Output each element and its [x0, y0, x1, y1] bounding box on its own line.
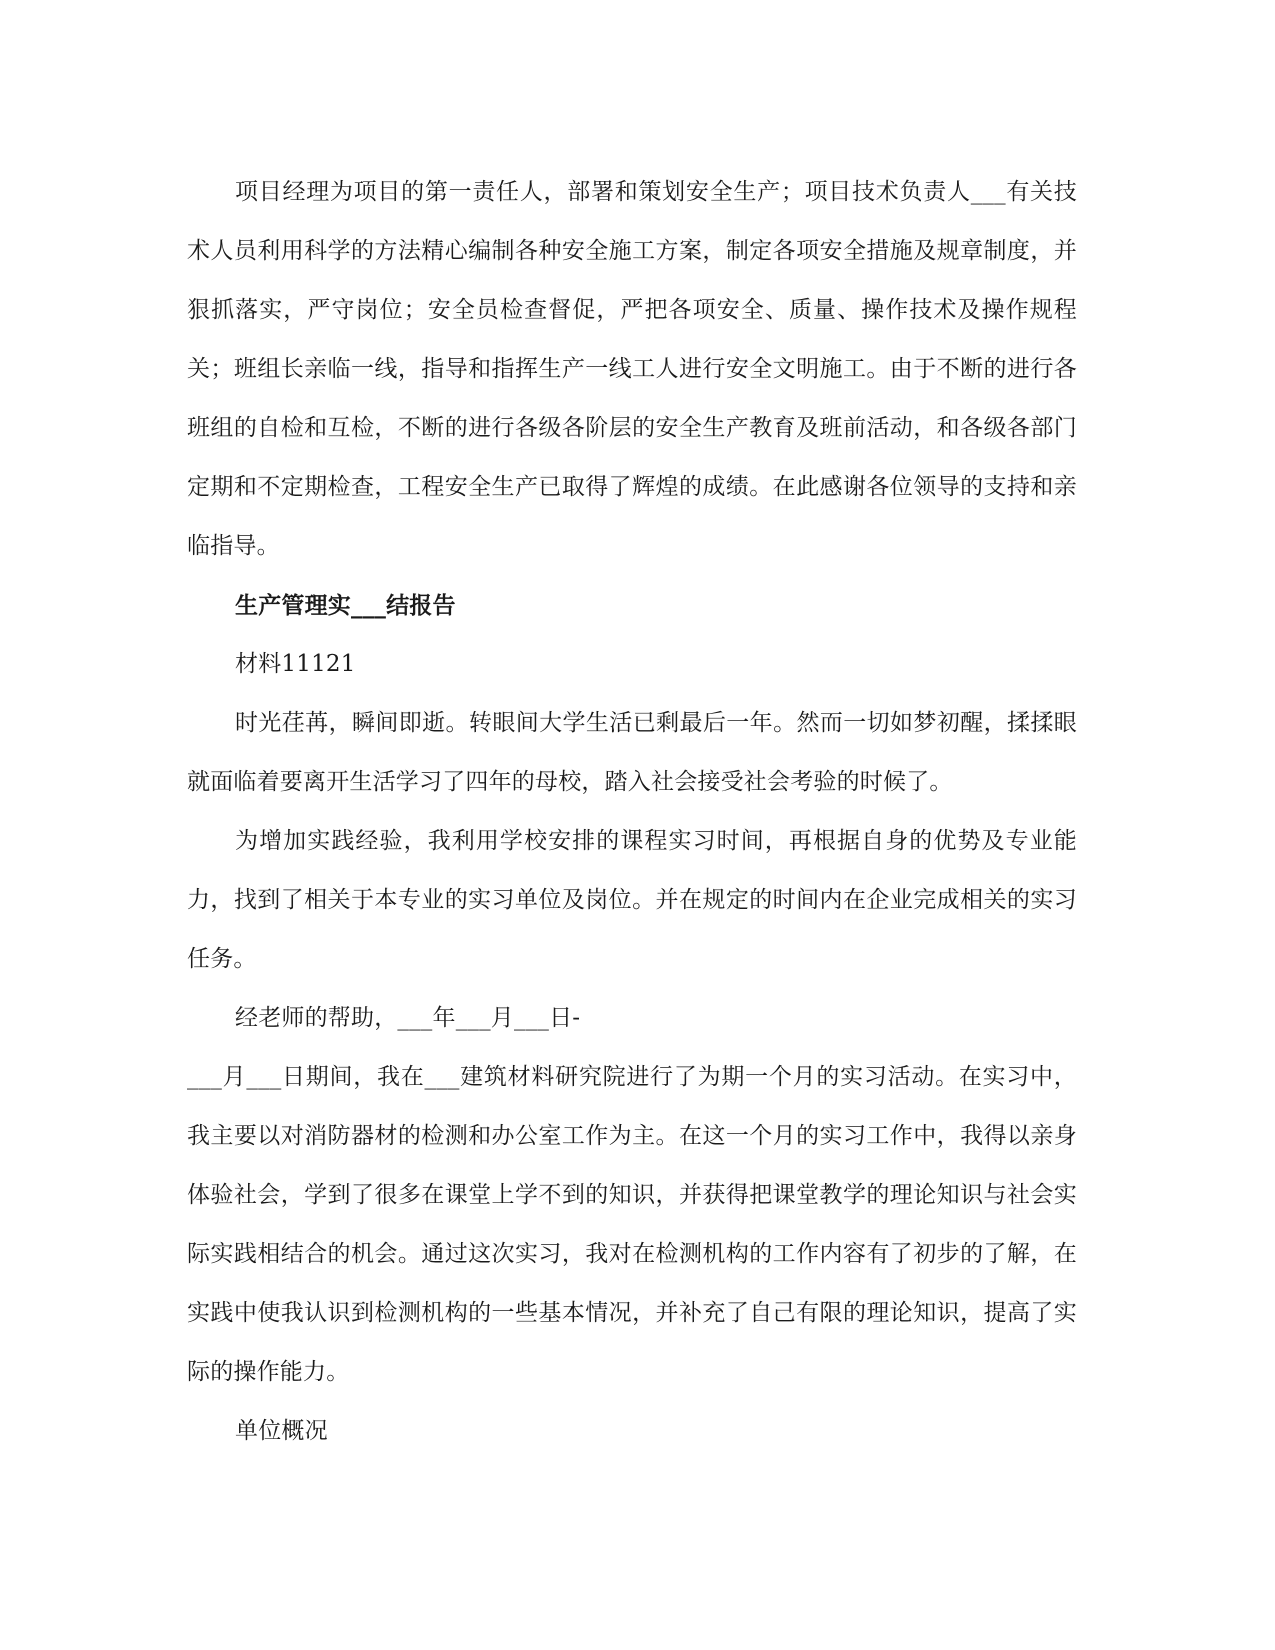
- paragraph-internship-detail: ___月___日期间，我在___建筑材料研究院进行了为期一个月的实习活动。在实习中，我主要以对消防器材的检测和办公室工作为主。在这一个月的实习工作中，我得以亲身体验社会，学到了很多在课堂上学不到的知识，并获得把课堂教学的理论知识与社会实际实践相结合的机会。通过这次实习，我对在检测机构的工作内容有了初步的了解，在实践中使我认识到检测机构的一些基本情况，并补充了自己有限的理论知识，提高了实际的操作能力。: [187, 1064, 1077, 1385]
- section-heading-unit-overview: 单位概况: [235, 1418, 328, 1444]
- paragraph-intro: 时光荏苒，瞬间即逝。转眼间大学生活已剩最后一年。然而一切如梦初醒，揉揉眼就面临着要离开生活学习了四年的母校，踏入社会接受社会考验的时候了。: [187, 710, 1077, 795]
- paragraph-date-start: 经老师的帮助，___年___月___日-: [235, 1005, 581, 1031]
- class-label: 材料11121: [235, 651, 356, 677]
- document-body: [187, 163, 1077, 1461]
- paragraph-purpose: 为增加实践经验，我利用学校安排的课程实习时间，再根据自身的优势及专业能力，找到了相关于本专业的实习单位及岗位。并在规定的时间内在企业完成相关的实习任务。: [187, 828, 1077, 972]
- report-title: 生产管理实___结报告: [235, 592, 456, 619]
- paragraph-safety-responsibility: 项目经理为项目的第一责任人，部署和策划安全生产；项目技术负责人___有关技术人员利用科学的方法精心编制各种安全施工方案，制定各项安全措施及规章制度，并狠抓落实，严守岗位；安全员检查督促，严把各项安全、质量、操作技术及操作规程关；班组长亲临一线，指导和指挥生产一线工人进行安全文明施工。由于不断的进行各班组的自检和互检，不断的进行各级各阶层的安全生产教育及班前活动，和各级各部门定期和不定期检查，工程安全生产已取得了辉煌的成绩。在此感谢各位领导的支持和亲临指导。: [187, 179, 1077, 559]
